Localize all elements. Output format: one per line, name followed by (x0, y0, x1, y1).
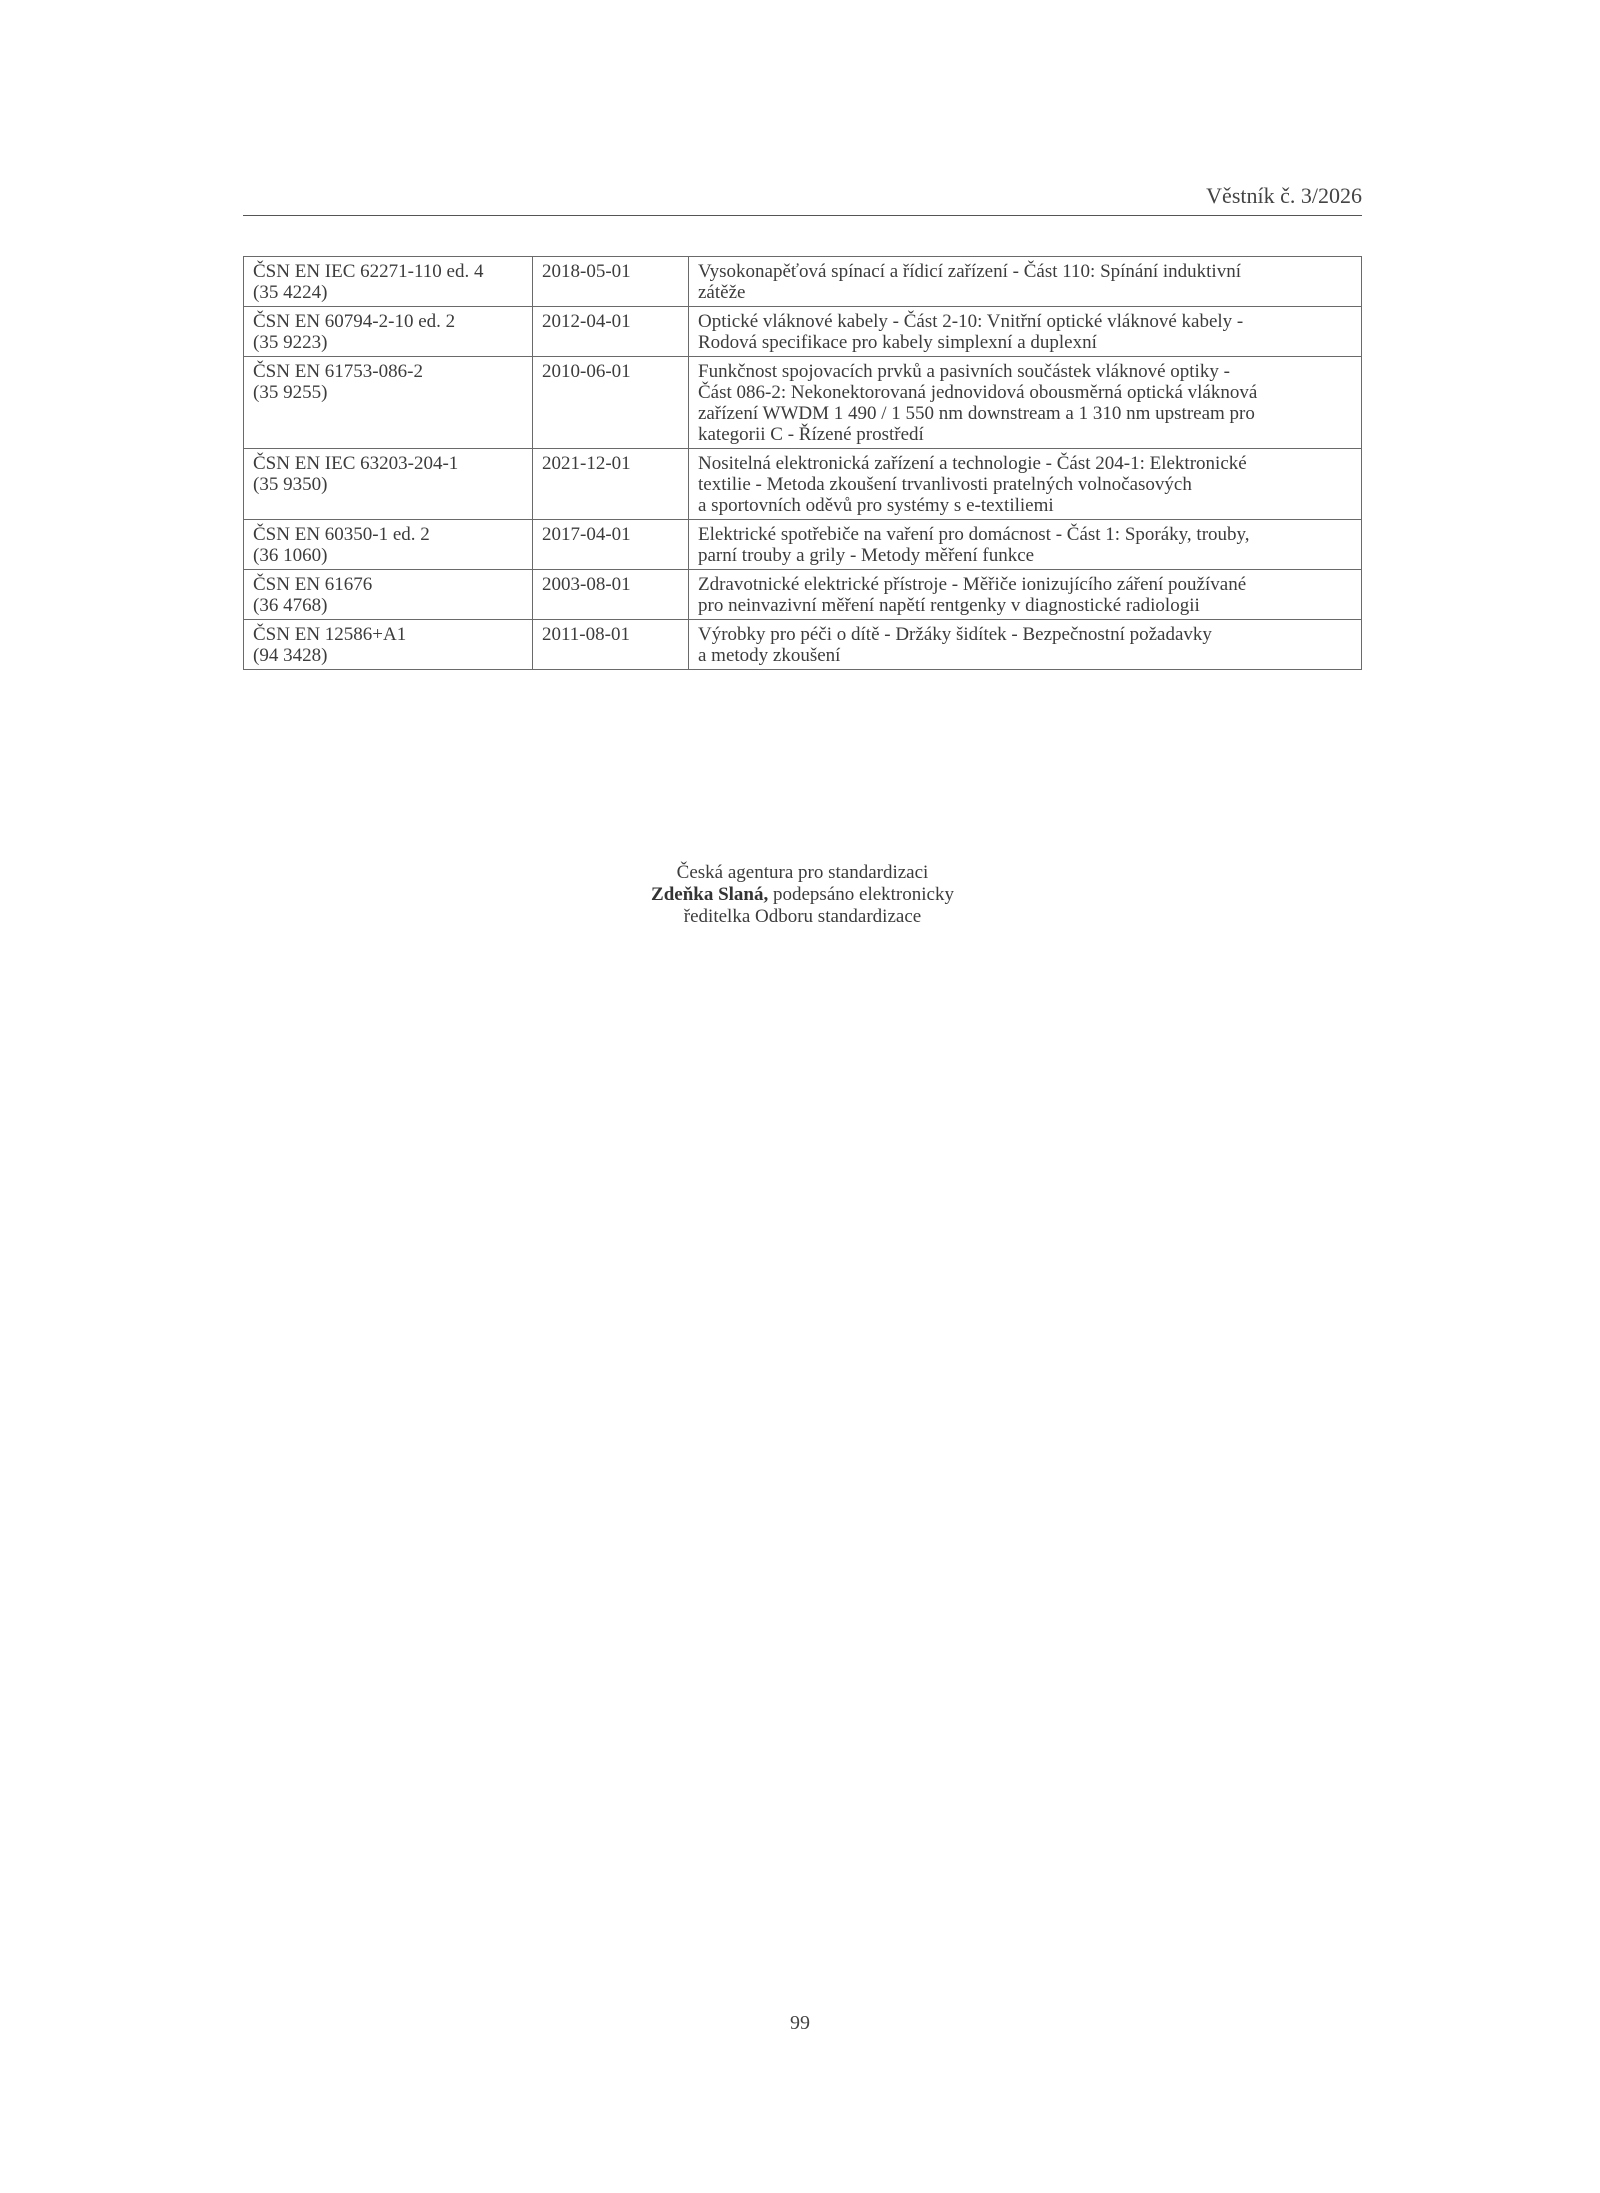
classification-number: (35 9350) (253, 474, 328, 495)
title-line: Elektrické spotřebiče na vaření pro domácnost - Část 1: Sporáky, trouby, (698, 524, 1250, 545)
standard-designation: ČSN EN 61676 (253, 574, 373, 595)
title-line: a sportovních oděvů pro systémy s e-textiliemi (698, 495, 1054, 516)
signatory-role: ředitelka Odboru standardizace (683, 906, 922, 927)
effective-date-cell: 2012-04-01 (533, 307, 689, 357)
title-line: Výrobky pro péči o dítě - Držáky šidítek - Bezpečnostní požadavky (698, 624, 1212, 645)
standard-designation: ČSN EN 61753-086-2 (253, 361, 423, 382)
effective-date-cell: 2021-12-01 (533, 449, 689, 520)
classification-number: (35 9223) (253, 332, 328, 353)
standard-designation: ČSN EN IEC 62271-110 ed. 4 (253, 261, 484, 282)
table-row (244, 620, 1362, 670)
classification-number: (35 9255) (253, 382, 328, 403)
title-line: parní trouby a grily - Metody měření funkce (698, 545, 1035, 566)
page-number: 99 (790, 2012, 810, 2034)
title-line: Optické vláknové kabely - Část 2-10: Vnitřní optické vláknové kabely - (698, 311, 1244, 332)
standard-title-cell (689, 570, 1362, 620)
title-line: Vysokonapěťová spínací a řídicí zařízení - Část 110: Spínání induktivní (698, 261, 1241, 282)
title-line: Část 086-2: Nekonektorovaná jednovidová obousměrná optická vláknová (698, 382, 1258, 403)
title-line: textilie - Metoda zkoušení trvanlivosti pratelných volnočasových (698, 474, 1192, 495)
table-row (244, 307, 1362, 357)
table-row (244, 257, 1362, 307)
standard-code-cell (244, 620, 533, 670)
classification-number: (35 4224) (253, 282, 328, 303)
title-line: Rodová specifikace pro kabely simplexní a duplexní (698, 332, 1097, 353)
title-line: Funkčnost spojovacích prvků a pasivních součástek vláknové optiky - (698, 361, 1230, 382)
standard-title-cell (689, 257, 1362, 307)
standard-title-cell (689, 307, 1362, 357)
standard-title-cell (689, 357, 1362, 449)
signatory-line (243, 884, 1362, 906)
title-line: pro neinvazivní měření napětí rentgenky v diagnostické radiologii (698, 595, 1200, 616)
table-row (244, 449, 1362, 520)
table-row (244, 570, 1362, 620)
standard-title-cell (689, 620, 1362, 670)
title-line: Zdravotnické elektrické přístroje - Měřiče ionizujícího záření používané (698, 574, 1247, 595)
table-row (244, 357, 1362, 449)
title-line: a metody zkoušení (698, 645, 841, 666)
title-line: zátěže (698, 282, 746, 303)
title-line: Nositelná elektronická zařízení a technologie - Část 204-1: Elektronické (698, 453, 1247, 474)
effective-date-cell: 2017-04-01 (533, 520, 689, 570)
signed-electronically-note: podepsáno elektronicky (768, 884, 954, 905)
title-line: zařízení WWDM 1 490 / 1 550 nm downstream a 1 310 nm upstream pro (698, 403, 1255, 424)
effective-date-cell: 2003-08-01 (533, 570, 689, 620)
table-row (244, 520, 1362, 570)
effective-date-cell: 2011-08-01 (533, 620, 689, 670)
standard-designation: ČSN EN 12586+A1 (253, 624, 407, 645)
standard-designation: ČSN EN 60350-1 ed. 2 (253, 524, 430, 545)
signatory-name: Zdeňka Slaná, (651, 884, 769, 905)
signature-block (243, 862, 1362, 928)
agency-name: Česká agentura pro standardizaci (676, 862, 929, 883)
standard-title-cell (689, 449, 1362, 520)
page-header (243, 185, 1362, 216)
standard-designation: ČSN EN 60794-2-10 ed. 2 (253, 311, 456, 332)
journal-issue-title: Věstník č. 3/2026 (1206, 183, 1362, 208)
standard-code-cell (244, 307, 533, 357)
effective-date-cell: 2018-05-01 (533, 257, 689, 307)
standards-table (243, 256, 1362, 670)
title-line: kategorii C - Řízené prostředí (698, 424, 924, 445)
standard-designation: ČSN EN IEC 63203-204-1 (253, 453, 459, 474)
classification-number: (94 3428) (253, 645, 328, 666)
classification-number: (36 4768) (253, 595, 328, 616)
standard-code-cell (244, 357, 533, 449)
classification-number: (36 1060) (253, 545, 328, 566)
standard-title-cell (689, 520, 1362, 570)
standard-code-cell (244, 257, 533, 307)
standard-code-cell (244, 570, 533, 620)
standard-code-cell (244, 449, 533, 520)
standard-code-cell (244, 520, 533, 570)
effective-date-cell: 2010-06-01 (533, 357, 689, 449)
